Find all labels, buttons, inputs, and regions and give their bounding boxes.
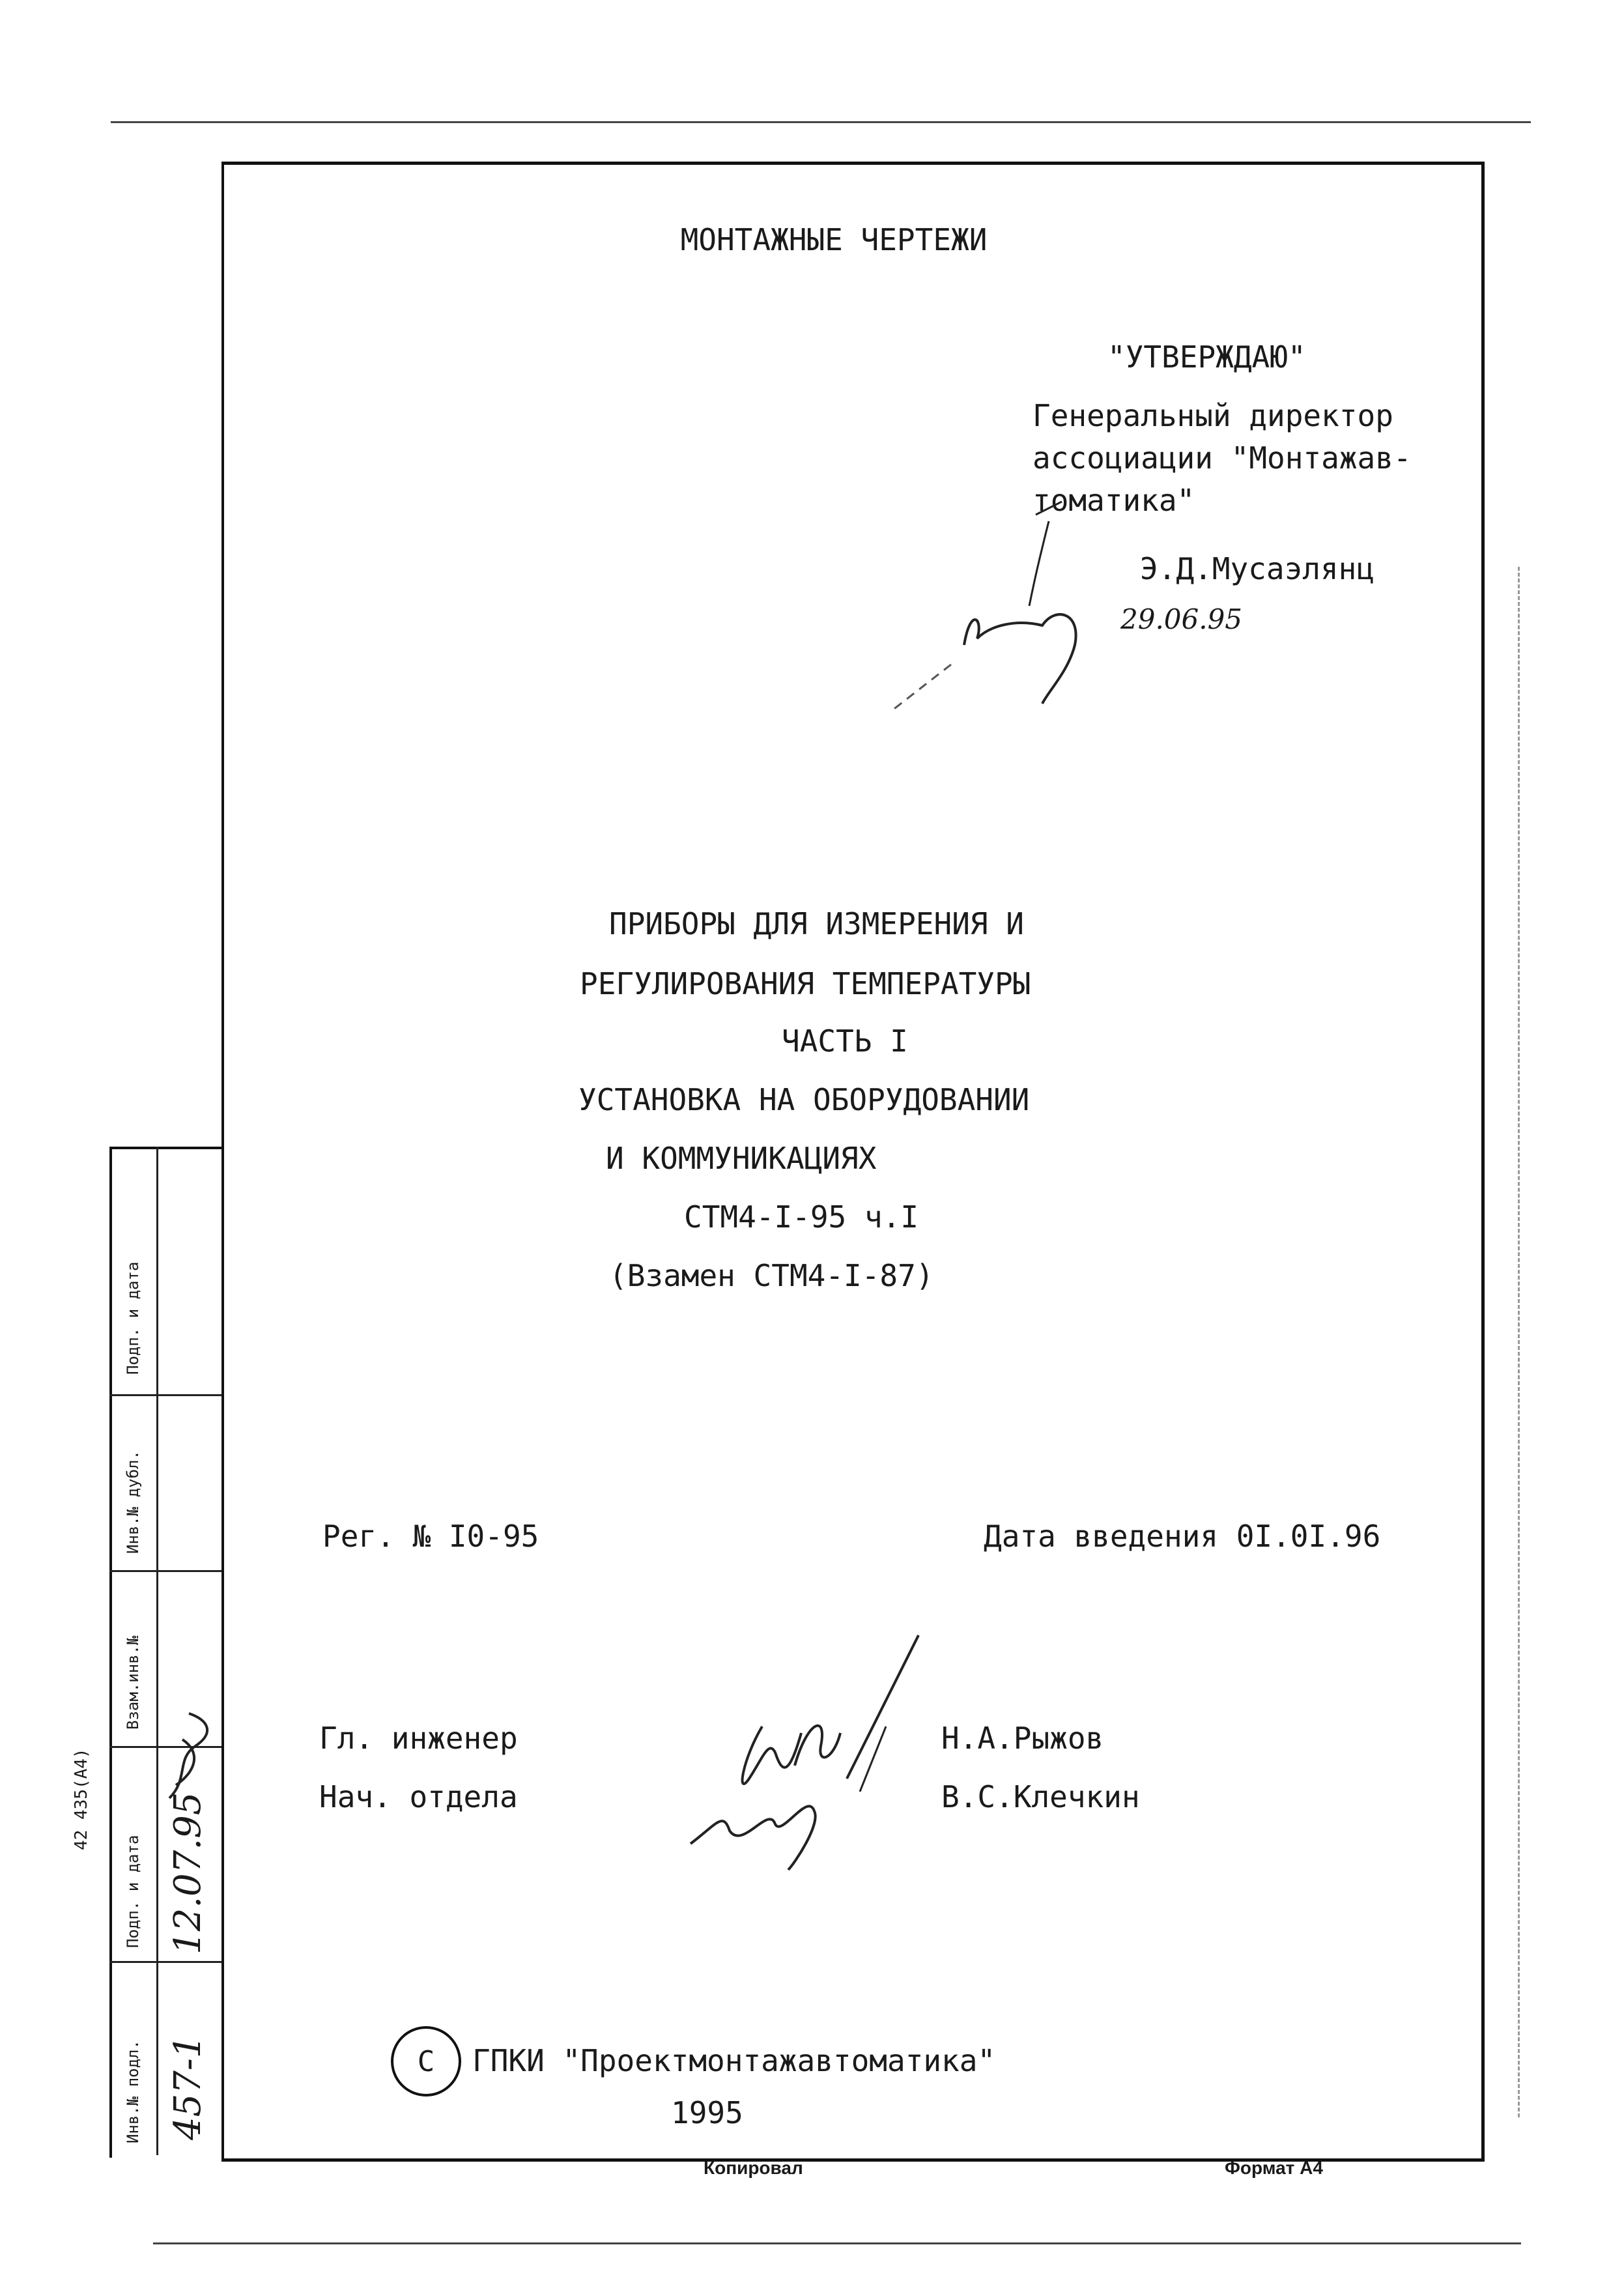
copyright-circle-icon [391, 2026, 461, 2097]
side-stamp-signature-icon [163, 1707, 215, 1805]
margin-note: 42 435(А4) [72, 1748, 91, 1850]
title-code: СТМ4-I-95 ч.I [684, 1199, 919, 1235]
doc-type-heading: МОНТАЖНЫЕ ЧЕРТЕЖИ [680, 222, 988, 257]
approval-line1: Генеральный директор [1033, 398, 1393, 433]
director-signature-icon [886, 495, 1081, 710]
copied-label: Копировал [704, 2158, 803, 2178]
role-chief-engineer: Гл. инженер [319, 1721, 518, 1756]
name-department-head: В.С.Клечкин [941, 1779, 1140, 1814]
side-stamp-label-inv-dup: Инв.№ дубл. [124, 1450, 142, 1554]
side-stamp-label-sign-date2: Подп. и дата [124, 1261, 142, 1375]
title-replaces: (Взамен СТМ4-I-87) [609, 1258, 934, 1293]
side-stamp-value-inv-no: 457-1 [167, 2035, 209, 2140]
copyright-symbol: С [417, 2044, 435, 2078]
approval-name: Э.Д.Мусаэлянц [1140, 551, 1375, 586]
approval-line3: томатика" [1033, 483, 1195, 518]
side-stamp-value-sign-date: 12.07.95 [167, 1792, 209, 1954]
side-stamp-label-sign-date: Подп. и дата [124, 1835, 142, 1948]
publication-year: 1995 [671, 2095, 743, 2130]
organization-name: ГПКИ "Проектмонтажавтоматика" [472, 2043, 996, 2078]
approval-stamp: "УТВЕРЖДАЮ" [1107, 339, 1306, 375]
role-department-head: Нач. отдела [319, 1779, 518, 1814]
title-line4: УСТАНОВКА НА ОБОРУДОВАНИИ [578, 1082, 1030, 1117]
side-stamp-label-replace-inv: Взам.инв.№ [124, 1635, 142, 1730]
top-rule [111, 121, 1531, 123]
bottom-rule [153, 2242, 1521, 2244]
side-stamp-divider [156, 1147, 158, 2155]
side-stamp-label-inv-no: Инв.№ подл. [124, 2040, 142, 2143]
format-label: Формат А4 [1225, 2158, 1323, 2178]
approval-date: 29.06.95 [1120, 603, 1243, 635]
side-stamp-row4 [109, 1961, 221, 1963]
name-chief-engineer: Н.А.Рыжов [941, 1721, 1104, 1756]
title-line5: И КОММУНИКАЦИЯХ [606, 1141, 877, 1176]
side-stamp-row2 [109, 1570, 221, 1572]
title-line2: РЕГУЛИРОВАНИЯ ТЕМПЕРАТУРЫ [580, 966, 1031, 1001]
approval-line2: ассоциации "Монтажав- [1033, 440, 1412, 476]
title-line3: ЧАСТЬ I [782, 1023, 908, 1059]
introduction-date: Дата введения 0I.0I.96 [984, 1519, 1381, 1554]
engineer-signatures-icon [664, 1629, 925, 1876]
title-line1: ПРИБОРЫ ДЛЯ ИЗМЕРЕНИЯ И [609, 906, 1024, 941]
side-stamp-row1 [109, 1394, 221, 1396]
registration-number: Рег. № I0-95 [322, 1519, 539, 1554]
right-margin-dashes [1518, 567, 1522, 2117]
